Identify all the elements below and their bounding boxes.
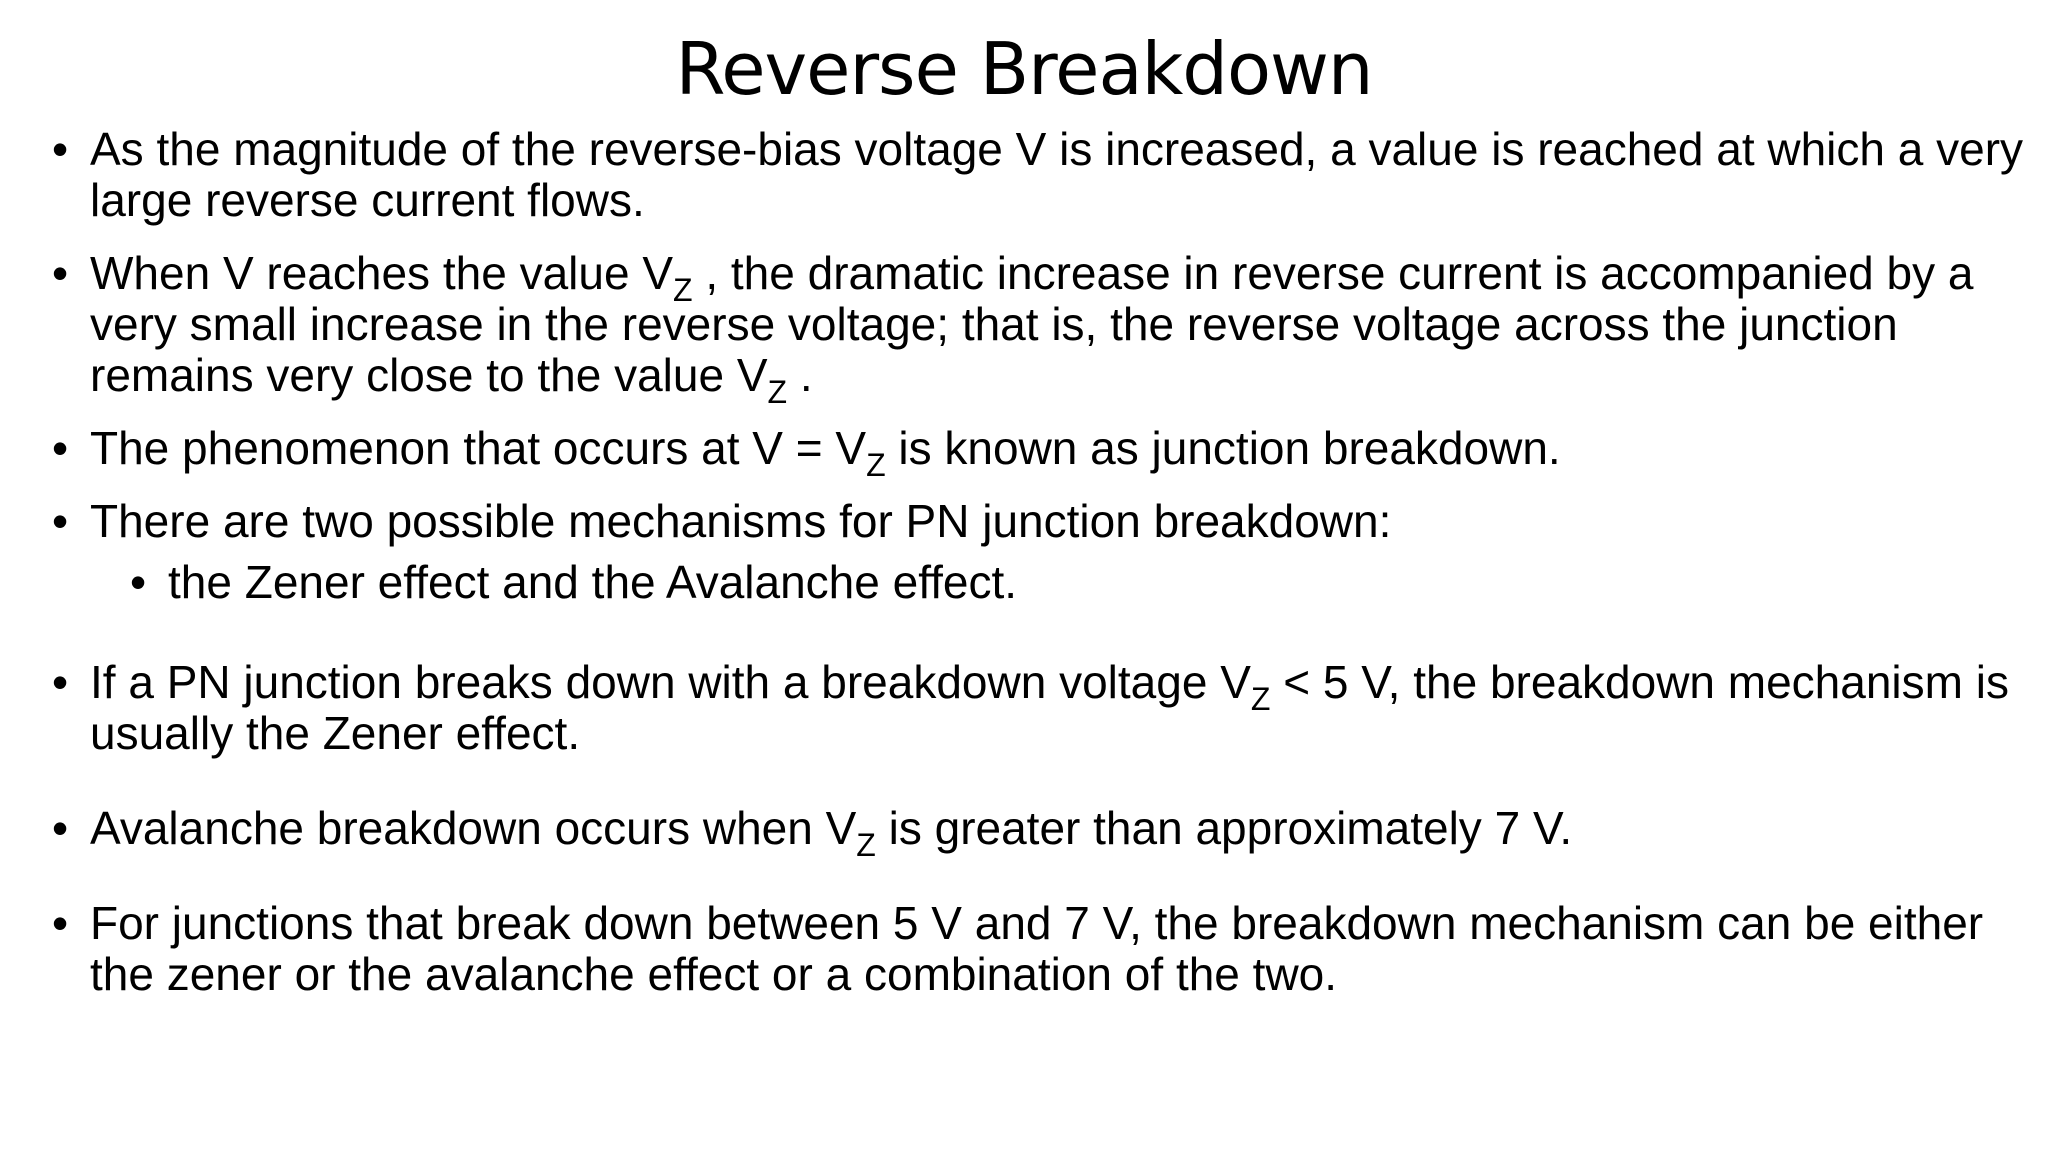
slide-title: Reverse Breakdown xyxy=(675,27,1373,111)
bullet-text: is known as junction breakdown. xyxy=(885,422,1561,474)
bullet-text: The phenomenon that occurs at V = V xyxy=(90,422,867,474)
bullet-icon: • xyxy=(52,897,69,949)
bullet-item-mechanisms xyxy=(52,496,2032,547)
sub-bullet-item-effects xyxy=(52,557,2032,608)
bullet-item-zener-effect xyxy=(52,657,2032,759)
bullet-text: Avalanche breakdown occurs when V xyxy=(90,802,857,854)
bullet-text: When V reaches the value V xyxy=(90,247,673,299)
bullet-text: , the dramatic increase in reverse current is accompanied by a very small increase in the reverse voltage; that is, the reverse voltage across the junction remains very close to the value V xyxy=(90,247,1974,401)
bullet-text: If a PN junction breaks down with a breakdown voltage V xyxy=(90,656,1251,708)
bullet-icon: • xyxy=(52,247,69,299)
bullet-icon: • xyxy=(52,495,69,547)
bullet-text: As the magnitude of the reverse-bias voltage V is increased, a value is reached at which a very large reverse current flows. xyxy=(90,123,2024,226)
bullet-text: is greater than approximately 7 V. xyxy=(875,802,1573,854)
bullet-text: There are two possible mechanisms for PN junction breakdown: xyxy=(90,495,1392,547)
bullet-text: < 5 V, the breakdown mechanism is usually the Zener effect. xyxy=(90,656,2009,759)
subscript-z: Z xyxy=(1250,681,1271,717)
bullet-icon: • xyxy=(52,802,69,854)
subscript-z: Z xyxy=(673,272,693,308)
bullet-list xyxy=(52,124,2032,1000)
subscript-z: Z xyxy=(856,827,876,863)
bullet-item-avalanche xyxy=(52,802,2032,863)
subscript-z: Z xyxy=(767,374,788,410)
subscript-z: Z xyxy=(866,447,886,483)
bullet-item-junction-breakdown xyxy=(52,422,2032,483)
bullet-icon: • xyxy=(52,656,69,708)
sub-bullet-text: the Zener effect and the Avalanche effect. xyxy=(168,556,1018,608)
bullet-text: . xyxy=(787,349,813,401)
sub-bullet-icon: • xyxy=(130,556,147,608)
bullet-text: For junctions that break down between 5 V and 7 V, the breakdown mechanism can be either the zener or the avalanche effect or a combination of the two. xyxy=(90,897,1984,1000)
bullet-icon: • xyxy=(52,123,69,175)
bullet-item-vz-value xyxy=(52,247,2032,410)
bullet-item-combination xyxy=(52,898,2032,1000)
bullet-icon: • xyxy=(52,422,69,474)
bullet-item-reverse-current xyxy=(52,124,2032,226)
